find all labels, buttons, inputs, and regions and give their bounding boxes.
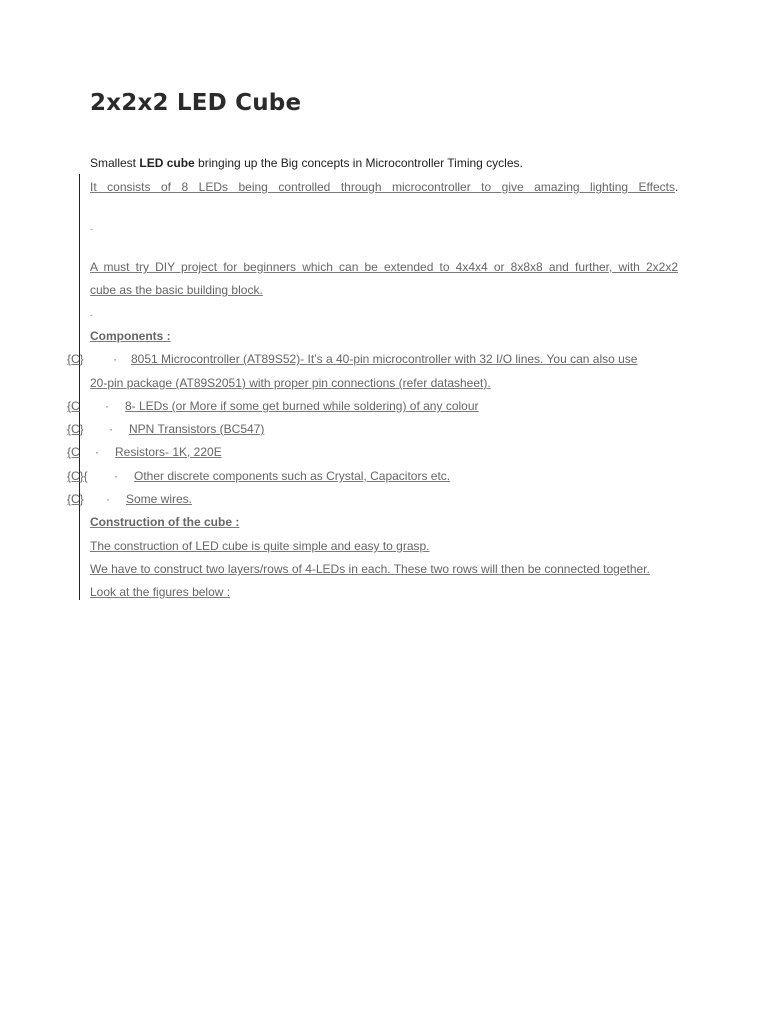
para2-line1 [90, 260, 678, 274]
component-text: NPN Transistors (BC547) [129, 422, 265, 436]
component-text: 8- LEDs (or More if some get burned while soldering) of any colour [125, 399, 479, 413]
component-item-wires [106, 492, 192, 506]
component-text: Some wires. [126, 492, 193, 506]
bullet-icon: · [109, 422, 113, 436]
bullet-icon: · [105, 399, 109, 413]
intro-prefix: Smallest [90, 156, 140, 170]
construction-text: Look at the figures below : [90, 585, 231, 599]
construction-heading-text: Construction of the cube : [90, 515, 240, 529]
construction-line-3 [90, 585, 678, 599]
component-item-resistors [95, 445, 222, 459]
consists-text: It consists of 8 LEDs being controlled through microcontroller to give amazing lighting Effects [90, 180, 675, 194]
construction-text: The construction of LED cube is quite simple and easy to grasp. [90, 539, 430, 553]
intro-line [90, 156, 678, 170]
list-marker: {C}{ [67, 469, 88, 483]
list-marker: {C [67, 399, 80, 413]
component-item-leds [105, 399, 479, 413]
component-item-microcontroller-cont [90, 376, 678, 390]
consists-period: . [675, 180, 679, 194]
component-item-microcontroller [113, 352, 637, 366]
components-heading [90, 329, 678, 343]
bullet-icon: · [114, 469, 118, 483]
construction-line-1 [90, 539, 678, 553]
para2-line2-text: cube as the basic building block. [90, 283, 263, 297]
list-marker: {C} [67, 422, 84, 436]
component-item-transistors [109, 422, 264, 436]
dash-separator: - [90, 224, 93, 234]
intro-bold: LED cube [139, 156, 195, 170]
bullet-icon: · [106, 492, 110, 506]
construction-heading [90, 515, 678, 529]
component-text: Other discrete components such as Crystal, Capacitors etc. [134, 469, 451, 483]
bullet-icon: · [113, 352, 117, 366]
component-text: 20-pin package (AT89S2051) with proper pin connections (refer datasheet). [90, 376, 491, 390]
construction-line-2 [90, 562, 678, 576]
component-text: Resistors- 1K, 220E [115, 445, 222, 459]
components-heading-text: Components : [90, 329, 171, 343]
intro-suffix: bringing up the Big concepts in Microcontroller Timing cycles. [194, 156, 523, 170]
list-marker: {C} [67, 352, 84, 366]
list-marker: {C} [67, 492, 84, 506]
consists-line [90, 180, 675, 194]
revision-change-bar [79, 174, 80, 600]
dash-separator-2: - [90, 310, 93, 320]
construction-text: We have to construct two layers/rows of 4-LEDs in each. These two rows will then be connected together. [90, 562, 650, 576]
bullet-icon: · [95, 445, 99, 459]
para2-line1-text: A must try DIY project for beginners which can be extended to 4x4x4 or 8x8x8 and further, with 2x2x2 [90, 260, 678, 274]
page-title: 2x2x2 LED Cube [90, 90, 302, 116]
component-text: 8051 Microcontroller (AT89S52)- It’s a 40-pin microcontroller with 32 I/O lines. You can also use [131, 352, 638, 366]
component-item-discrete [114, 469, 450, 483]
list-marker: {C [67, 445, 80, 459]
para2-line2 [90, 283, 678, 297]
